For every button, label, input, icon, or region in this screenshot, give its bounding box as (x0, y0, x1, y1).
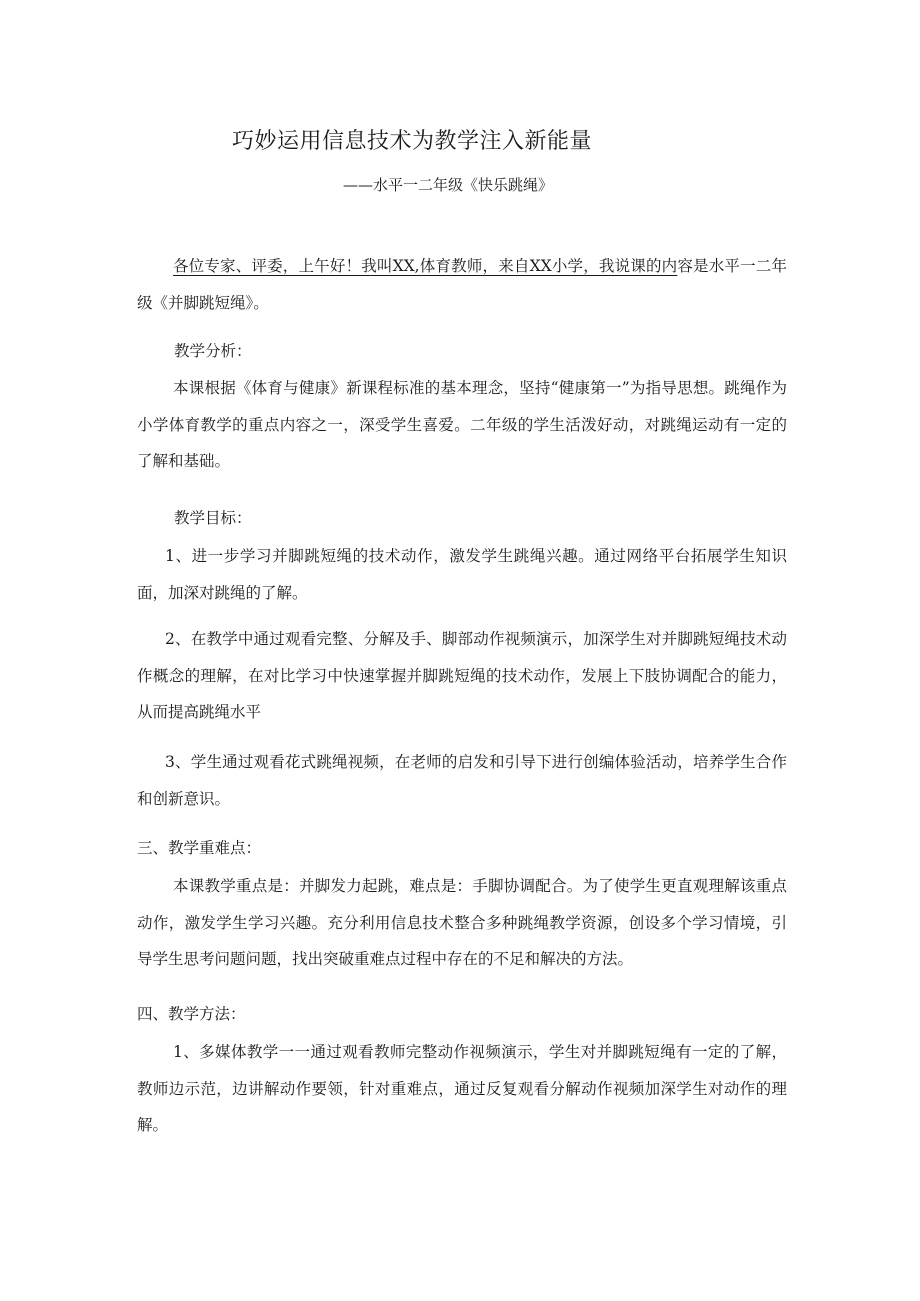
section-4-heading: 四、教学方法： (137, 1005, 246, 1023)
intro-rest-text: 容是水平一二年级《并脚跳短绳》。 (137, 257, 787, 312)
method-1-paragraph: 1、多媒体教学一一通过观看教师完整动作视频演示，学生对并脚跳短绳有一定的了解，教师边示范，边讲解动作要领，针对重难点，通过反复观看分解动作视频加深学生对动作的理解。 (137, 1043, 787, 1134)
keypoints-paragraph: 本课教学重点是：并脚发力起跳，难点是：手脚协调配合。为了使学生更直观理解该重点动作，激发学生学习兴趣。充分利用信息技术整合多种跳绳教学资源，创设多个学习情境，引导学生思考问题问题，找出突破重难点过程中存在的不足和解决的方法。 (137, 877, 787, 968)
intro-underlined-text: 各位专家、评委，上午好！我叫XX,体育教师，来自XX小学，我说课的内 (173, 257, 678, 275)
goal-2-paragraph: 2、在教学中通过观看完整、分解及手、脚部动作视频演示，加深学生对并脚跳短绳技术动作概念的理解，在对比学习中快速掌握并脚跳短绳的技术动作，发展上下肢协调配合的能力，从而提高跳绳水平 (137, 630, 787, 721)
document-subtitle: ——水平一二年级《快乐跳绳》 (343, 176, 554, 194)
analysis-paragraph: 本课根据《体育与健康》新课程标准的基本理念，坚持“健康第一”为指导思想。跳绳作为小学体育教学的重点内容之一，深受学生喜爱。二年级的学生活泼好动，对跳绳运动有一定的了解和基础。 (137, 379, 787, 470)
document-title: 巧妙运用信息技术为教学注入新能量 (232, 129, 593, 154)
analysis-heading: 教学分析： (174, 342, 252, 360)
goals-heading: 教学目标： (174, 509, 252, 527)
intro-paragraph (137, 248, 787, 321)
section-3-heading: 三、教学重难点： (137, 839, 262, 857)
goal-3-paragraph: 3、学生通过观看花式跳绳视频，在老师的启发和引导下进行创编体验活动，培养学生合作和创新意识。 (137, 753, 787, 808)
goal-1-paragraph: 1、进一步学习并脚跳短绳的技术动作，激发学生跳绳兴趣。通过网络平台拓展学生知识面，加深对跳绳的了解。 (137, 547, 787, 602)
